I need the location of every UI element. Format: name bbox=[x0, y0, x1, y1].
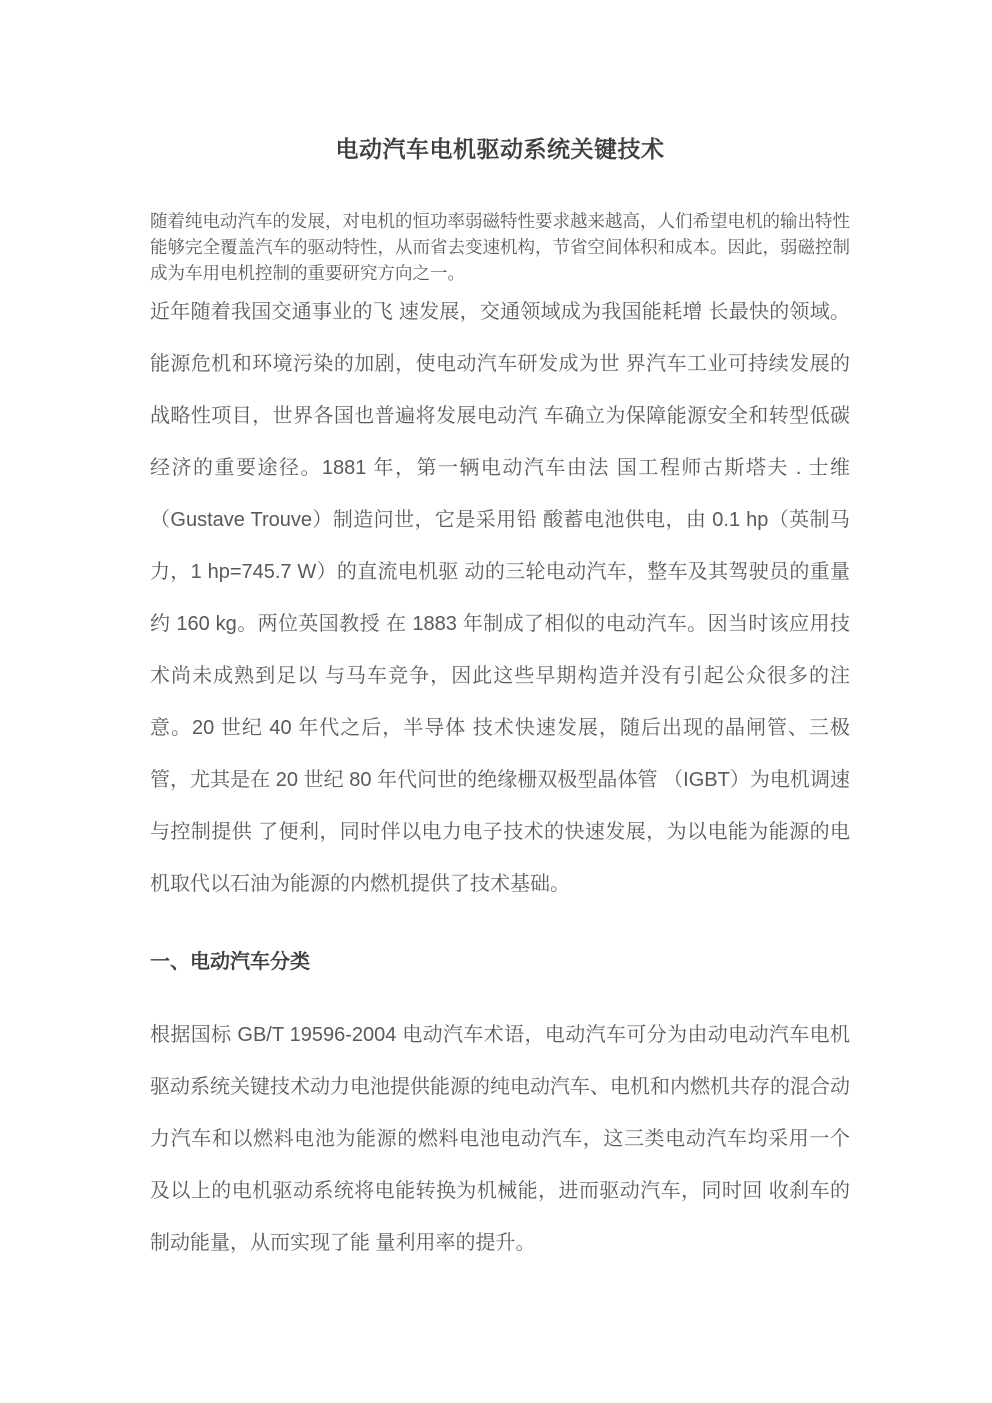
section-heading-classification: 一、电动汽车分类 bbox=[150, 951, 310, 973]
history-paragraph: 近年随着我国交通事业的飞 速发展，交通领域成为我国能耗增 长最快的领域。能源危机和环境污染的加剧，使电动汽车研发成为世 界汽车工业可持续发展的战略性项目，世界各国也普遍将发展电动汽 车确立为保障能源安全和转型低碳经济的重要途径。1881 年，第一辆电动汽车由法 国工程师古斯塔夫 . 士维 （Gustave Trouve）制造问世，它是采用铅 酸蓄电池供电，由 0.1 hp（英制马 力，1 hp=745.7 W）的直流电机驱 动的三轮电动汽车，整车及其驾驶员的重量约 160 kg。两位英国教授 在 1883 年制成了相似的电动汽车。因当时该应用技术尚未成熟到足以 与马车竞争，因此这些早期构造并没有引起公众很多的注意。20 世纪 40 年代之后，半导体 技术快速发展，随后出现的晶闸管、三极管，尤其是在 20 世纪 80 年代问世的绝缘栅双极型晶体管 （IGBT）为电机调速与控制提供 了便利，同时伴以电力电子技术的快速发展，为以电能为能源的电机取代以石油为能源的内燃机提供了技术基础。 bbox=[150, 301, 850, 895]
classification-paragraph: 根据国标 GB/T 19596-2004 电动汽车术语，电动汽车可分为由动电动汽车电机驱动系统关键技术动力电池提供能源的纯电动汽车、电机和内燃机共存的混合动力汽车和以燃料电池为能源的燃料电池电动汽车，这三类电动汽车均采用一个 及以上的电机驱动系统将电能转换为机械能，进而驱动汽车，同时回 收刹车的制动能量，从而实现了能 量利用率的提升。 bbox=[150, 1024, 850, 1254]
intro-paragraph: 随着纯电动汽车的发展，对电机的恒功率弱磁特性要求越来越高，人们希望电机的输出特性能够完全覆盖汽车的驱动特性，从而省去变速机构，节省空间体积和成本。因此，弱磁控制成为车用电机控制的重要研究方向之一。 bbox=[150, 211, 850, 283]
document-title: 电动汽车电机驱动系统关键技术 bbox=[335, 136, 665, 162]
